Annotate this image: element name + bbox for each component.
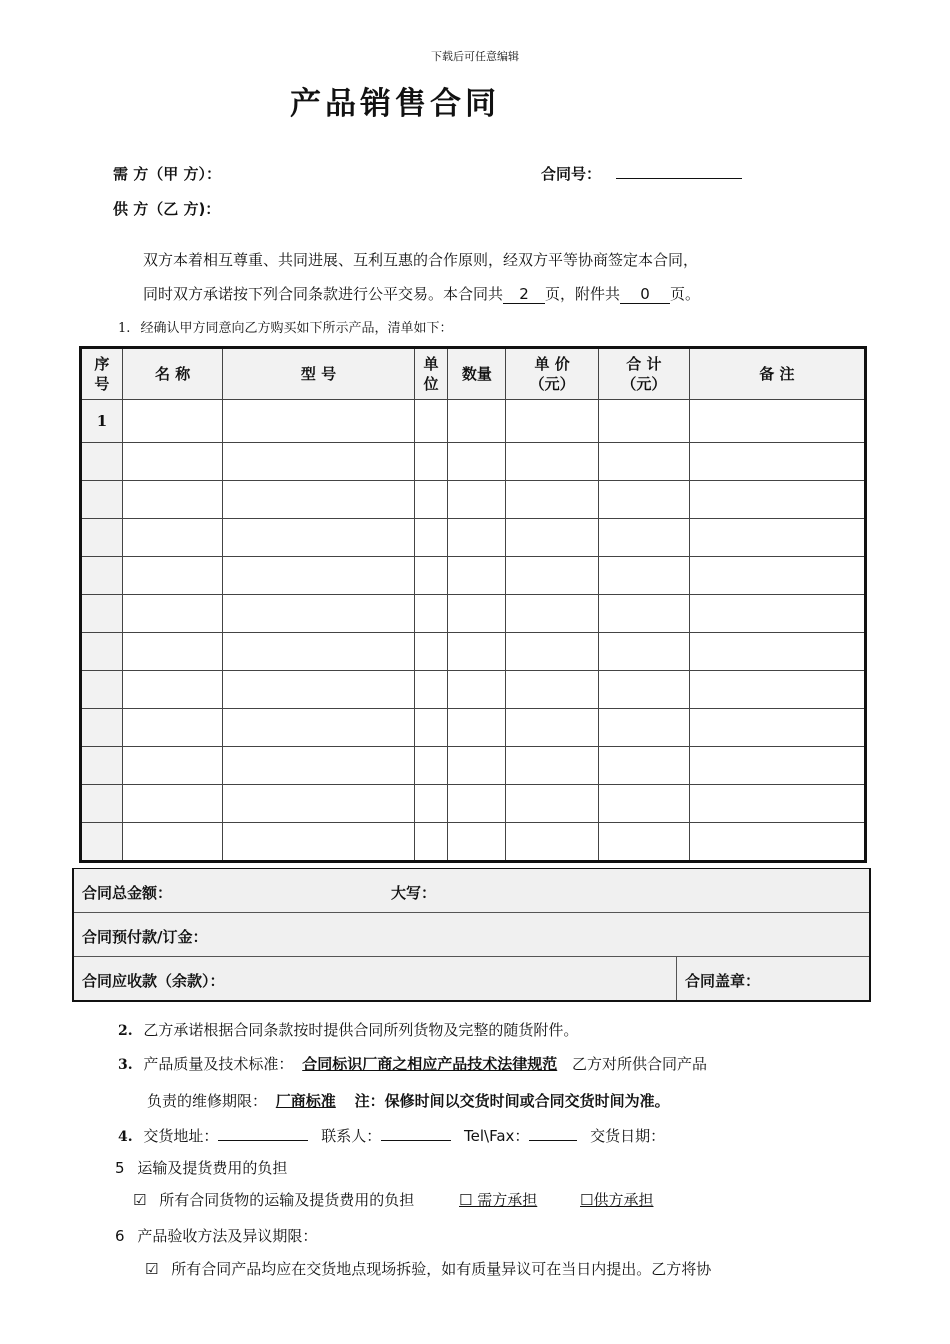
- product-table: [79, 346, 867, 863]
- col-header-unit-price: 单 价 （元）: [506, 348, 599, 400]
- row-index: [81, 823, 123, 862]
- row-index: [81, 519, 123, 557]
- table-cell[interactable]: [506, 443, 599, 481]
- col-header-quantity: 数量: [448, 348, 506, 400]
- clause-4-num: 4.: [118, 1129, 133, 1145]
- table-cell[interactable]: [223, 785, 414, 823]
- table-cell[interactable]: [448, 785, 506, 823]
- clause-2-num: 2.: [118, 1023, 133, 1039]
- clause-5-line: [133, 1189, 653, 1210]
- table-cell[interactable]: [122, 709, 223, 747]
- table-cell[interactable]: [689, 709, 865, 747]
- row-index: [81, 709, 123, 747]
- table-cell[interactable]: [506, 785, 599, 823]
- table-cell[interactable]: [506, 671, 599, 709]
- table-cell[interactable]: [506, 633, 599, 671]
- clause-6-num: 6: [115, 1227, 125, 1245]
- table-cell[interactable]: [689, 443, 865, 481]
- table-cell[interactable]: [414, 400, 448, 443]
- table-cell[interactable]: [414, 709, 448, 747]
- clause-2-text: 乙方承诺根据合同条款按时提供合同所列货物及完整的随货附件。: [143, 1021, 579, 1039]
- table-cell[interactable]: [122, 519, 223, 557]
- clause-1-text: 经确认甲方同意向乙方购买如下所示产品，清单如下：: [140, 321, 453, 336]
- checkbox-checked-icon[interactable]: ☑: [133, 1191, 147, 1209]
- table-cell[interactable]: [506, 557, 599, 595]
- table-cell[interactable]: [598, 595, 689, 633]
- contact-label: 联系人：: [321, 1127, 382, 1145]
- header-note: 下载后可任意编辑: [431, 50, 519, 63]
- table-row[interactable]: [81, 823, 866, 862]
- quality-standard: 合同标识厂商之相应产品技术法律规范: [302, 1055, 558, 1073]
- balance-row: [74, 956, 869, 1000]
- table-row[interactable]: [81, 709, 866, 747]
- table-cell[interactable]: [448, 671, 506, 709]
- contract-no-label: 合同号：: [541, 165, 602, 183]
- table-cell[interactable]: [448, 747, 506, 785]
- table-cell[interactable]: [223, 481, 414, 519]
- stamp-divider: [676, 957, 677, 1000]
- table-cell[interactable]: [414, 633, 448, 671]
- row-index: [81, 443, 123, 481]
- clause-6-title-text: 产品验收方法及异议期限：: [137, 1227, 318, 1245]
- table-cell[interactable]: [122, 557, 223, 595]
- total-amount-row: [74, 868, 869, 912]
- page-count: 2: [503, 285, 545, 304]
- table-cell[interactable]: [598, 519, 689, 557]
- col-header-unit: 单 位: [414, 348, 448, 400]
- col-header-model: 型 号: [223, 348, 414, 400]
- intro-line-2b: 页，附件共: [545, 285, 621, 303]
- table-cell[interactable]: [223, 595, 414, 633]
- table-cell[interactable]: [689, 400, 865, 443]
- table-cell[interactable]: [223, 557, 414, 595]
- row-index: [81, 481, 123, 519]
- telfax-blank[interactable]: [529, 1124, 577, 1141]
- table-cell[interactable]: [448, 557, 506, 595]
- table-cell[interactable]: [598, 747, 689, 785]
- contract-no-blank[interactable]: [616, 178, 742, 179]
- clause-5-num: 5: [115, 1159, 125, 1177]
- clause-3: [118, 1053, 707, 1074]
- clause-6-text: 所有合同产品均应在交货地点现场拆验，如有质量异议可在当日内提出。乙方将协: [171, 1260, 712, 1278]
- table-cell[interactable]: [689, 481, 865, 519]
- buyer-label: 需 方（甲 方）：: [113, 165, 221, 183]
- seller-label: 供 方（乙 方)：: [113, 200, 221, 218]
- table-cell[interactable]: [122, 671, 223, 709]
- clause-3-text-b: 乙方对所供合同产品: [572, 1055, 708, 1073]
- table-cell[interactable]: [689, 519, 865, 557]
- table-row[interactable]: [81, 633, 866, 671]
- table-cell[interactable]: [598, 633, 689, 671]
- balance-label: 合同应收款（余款）：: [82, 972, 225, 990]
- clause-6-line: [145, 1258, 711, 1279]
- row-index: [81, 595, 123, 633]
- table-cell[interactable]: [598, 785, 689, 823]
- total-amount-label: 合同总金额：: [82, 884, 173, 902]
- table-cell[interactable]: [122, 595, 223, 633]
- table-cell[interactable]: [122, 747, 223, 785]
- table-cell[interactable]: [448, 823, 506, 862]
- table-cell[interactable]: [414, 747, 448, 785]
- warranty-note: 注：保修时间以交货时间或合同交货时间为准。: [354, 1092, 670, 1110]
- row-index: [81, 671, 123, 709]
- table-cell[interactable]: [223, 709, 414, 747]
- table-cell[interactable]: [689, 595, 865, 633]
- table-cell[interactable]: [689, 823, 865, 862]
- checkbox-checked-icon[interactable]: ☑: [145, 1260, 159, 1278]
- intro-line-2: [143, 283, 700, 304]
- clause-1-num: 1.: [118, 321, 131, 336]
- table-cell[interactable]: [448, 443, 506, 481]
- prepayment-row: [74, 912, 869, 956]
- table-cell[interactable]: [689, 633, 865, 671]
- table-row[interactable]: [81, 557, 866, 595]
- table-row[interactable]: [81, 785, 866, 823]
- clause-3-text-a: 产品质量及技术标准：: [143, 1055, 294, 1073]
- option-buyer-bears[interactable]: ☐ 需方承担: [459, 1191, 538, 1209]
- capital-amount-label: 大写：: [391, 884, 437, 902]
- table-cell[interactable]: [598, 400, 689, 443]
- warranty-label: 负责的维修期限：: [147, 1092, 268, 1110]
- clause-2: [118, 1019, 578, 1040]
- table-cell[interactable]: [223, 823, 414, 862]
- table-cell[interactable]: [122, 785, 223, 823]
- table-cell[interactable]: [506, 709, 599, 747]
- table-cell[interactable]: [598, 557, 689, 595]
- table-cell[interactable]: [598, 823, 689, 862]
- table-cell[interactable]: [506, 823, 599, 862]
- intro-line-2a: 同时双方承诺按下列合同条款进行公平交易。本合同共: [143, 285, 504, 303]
- warranty-value: 厂商标准: [275, 1092, 336, 1110]
- option-seller-bears[interactable]: ☐供方承担: [580, 1191, 654, 1209]
- table-row[interactable]: [81, 671, 866, 709]
- table-row[interactable]: [81, 519, 866, 557]
- table-cell[interactable]: [448, 481, 506, 519]
- row-index: [81, 633, 123, 671]
- table-cell[interactable]: [122, 823, 223, 862]
- row-index: [81, 557, 123, 595]
- row-index: [81, 747, 123, 785]
- table-cell[interactable]: [414, 481, 448, 519]
- table-cell[interactable]: [122, 400, 223, 443]
- table-cell[interactable]: [223, 443, 414, 481]
- table-cell[interactable]: [689, 785, 865, 823]
- telfax-label: Tel\Fax：: [464, 1127, 530, 1145]
- delivery-date-label: 交货日期：: [590, 1127, 666, 1145]
- stamp-label: 合同盖章：: [685, 972, 761, 990]
- table-cell[interactable]: [122, 443, 223, 481]
- table-cell[interactable]: [223, 400, 414, 443]
- table-cell[interactable]: [414, 671, 448, 709]
- table-cell[interactable]: [414, 595, 448, 633]
- page-title: 产品销售合同: [290, 86, 500, 122]
- intro-line-2c: 页。: [670, 285, 701, 303]
- table-cell[interactable]: [414, 557, 448, 595]
- attachment-count: 0: [620, 285, 670, 304]
- table-cell[interactable]: [122, 481, 223, 519]
- table-cell[interactable]: [506, 519, 599, 557]
- table-cell[interactable]: [598, 481, 689, 519]
- table-cell[interactable]: [448, 633, 506, 671]
- table-cell[interactable]: [414, 785, 448, 823]
- table-row[interactable]: [81, 595, 866, 633]
- clause-6-title: [115, 1225, 317, 1246]
- table-cell[interactable]: [689, 557, 865, 595]
- table-row[interactable]: [81, 747, 866, 785]
- totals-section: [72, 868, 871, 1002]
- intro-line-1: 双方本着相互尊重、共同进展、互利互惠的合作原则，经双方平等协商签定本合同，: [143, 251, 699, 269]
- clause-1: [118, 317, 453, 336]
- table-cell[interactable]: [506, 747, 599, 785]
- table-cell[interactable]: [223, 633, 414, 671]
- row-index: 1: [81, 400, 123, 443]
- delivery-address-label: 交货地址：: [143, 1127, 219, 1145]
- clause-5-title-text: 运输及提货费用的负担: [137, 1159, 288, 1177]
- table-cell[interactable]: [448, 400, 506, 443]
- table-cell[interactable]: [223, 747, 414, 785]
- table-row[interactable]: [81, 400, 866, 443]
- table-cell[interactable]: [506, 595, 599, 633]
- col-header-remarks: 备 注: [689, 348, 865, 400]
- clause-3-line-2: [147, 1090, 670, 1111]
- table-cell[interactable]: [122, 633, 223, 671]
- col-header-name: 名 称: [122, 348, 223, 400]
- table-cell[interactable]: [506, 400, 599, 443]
- table-cell[interactable]: [598, 709, 689, 747]
- delivery-address-blank[interactable]: [218, 1124, 308, 1141]
- table-row[interactable]: [81, 481, 866, 519]
- clause-3-num: 3.: [118, 1057, 133, 1073]
- clause-5-title: [115, 1157, 287, 1178]
- table-cell[interactable]: [414, 443, 448, 481]
- contact-blank[interactable]: [381, 1124, 451, 1141]
- table-cell[interactable]: [414, 823, 448, 862]
- table-cell[interactable]: [689, 747, 865, 785]
- table-cell[interactable]: [223, 671, 414, 709]
- table-header-row: [81, 348, 866, 400]
- prepayment-label: 合同预付款/订金：: [82, 928, 208, 946]
- clause-4: [118, 1124, 665, 1146]
- table-cell[interactable]: [598, 443, 689, 481]
- table-row[interactable]: [81, 443, 866, 481]
- row-index: [81, 785, 123, 823]
- table-cell[interactable]: [689, 671, 865, 709]
- col-header-index: 序 号: [81, 348, 123, 400]
- table-cell[interactable]: [448, 595, 506, 633]
- table-cell[interactable]: [448, 519, 506, 557]
- table-cell[interactable]: [223, 519, 414, 557]
- clause-5-text: 所有合同货物的运输及提货费用的负担: [159, 1191, 415, 1209]
- table-cell[interactable]: [448, 709, 506, 747]
- table-cell[interactable]: [414, 519, 448, 557]
- col-header-subtotal: 合 计 （元）: [598, 348, 689, 400]
- table-cell[interactable]: [598, 671, 689, 709]
- table-cell[interactable]: [506, 481, 599, 519]
